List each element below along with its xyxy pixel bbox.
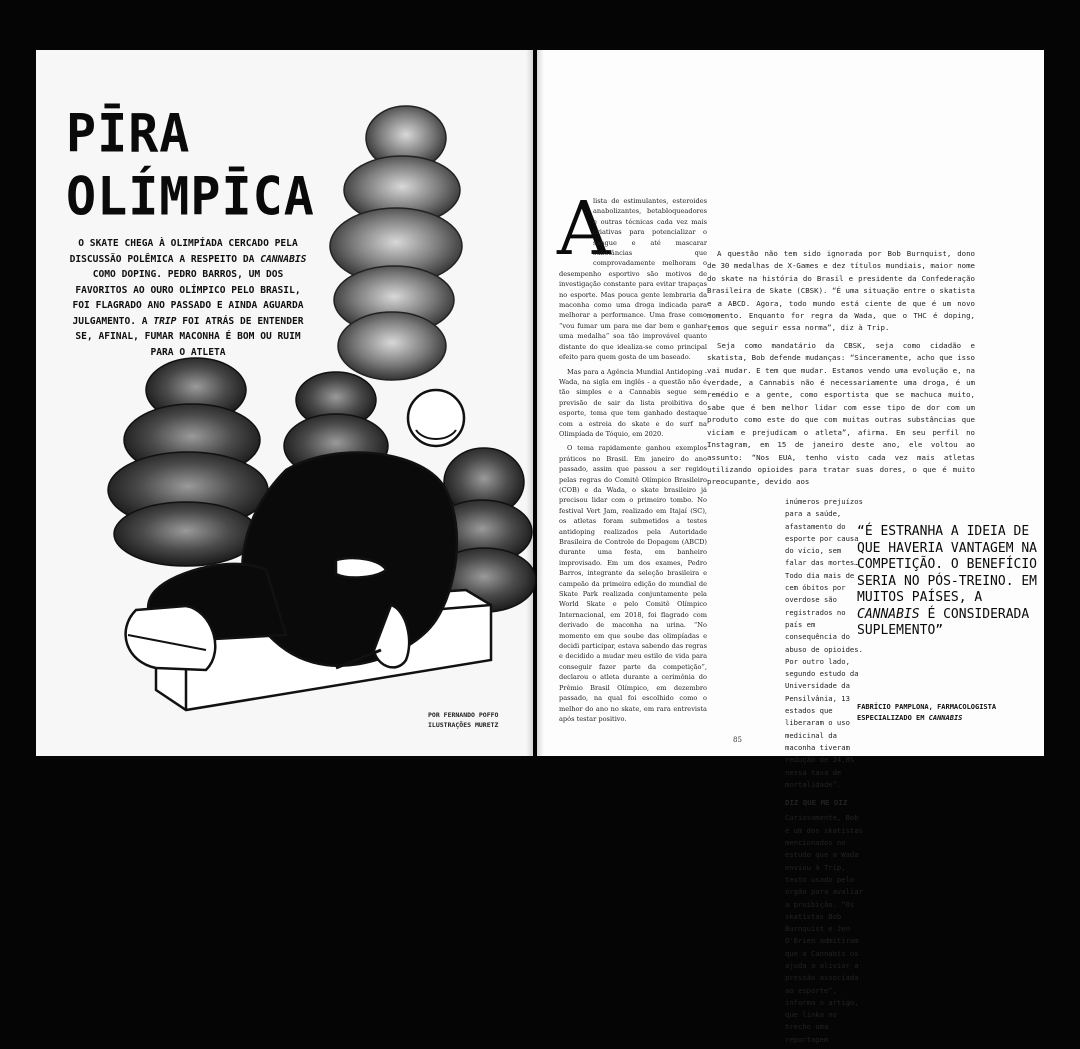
column-1: lista de estimulantes, esteroides anabolizantes, betabloqueadores e outras técnicas cada vez mais criativas para potencializar o sangue e até mascarar substâncias que comprovadamente melhoram o desempenho esportivo são motivos de investigação constante para evitar trapaças no esporte. Mas pouca gente lembraria da maconha como uma droga indicada para melhorar a performance. Uma frase como “vou fumar um para me dar bem e ganhar uma medalha” soa tão improvável quanto distante do que idealiza-se como principal efeito para quem gosta de um baseado. Mas para a Agência Mundial Antidoping - Wada, na sigla em inglês - a questão não é tão simples e a Cannabis segue sem previsão de sair da lista proibitiva do esporte, tema que tem ganhado destaque com a estreia do skate e do surf na Olimpíada de Tóquio, em 2020. O tema rapidamente ganhou exemplos práticos no Brasil. Em janeiro do ano passado, assim que passou a ser regido pelas regras do Comitê Olímpico Brasileiro (COB) e da Wada, o skate brasileiro já precisou lidar com o primeiro tombo. No festival Vert Jam, realizado em Itajaí (SC), os atletas foram submetidos a testes antidoping realizados pela Autoridade Brasileira de Controle de Dopagem (ABCD) durante uma festa, em banheiro improvisado. Em um dos exames, Pedro Barros, integrante da seleção brasileira e campeão da primeira edição do mundial de Skate Park realizada conjuntamente pela World Skate e pelo Comitê Olímpico Internacional, em 2018, foi flagrado com derivado de maconha na urina. “No momento em que soube das olimpíadas e decidi participar, estava sabendo das regras e decidido a mudar meu estilo de vida para conseguir fazer parte da competição”, declarou o atleta durante a cerimônia do Prêmio Brasil Olímpico, em dezembro passado, na qual foi escolhido como o melhor do ano no skate, em rara entrevista após testar positivo. bbox=[559, 197, 707, 723]
article-deck: O SKATE CHEGA À OLIMPÍADA CERCADO PELA DISCUSSÃO POLÊMICA A RESPEITO DA CANNABIS COMO DOPING. PEDRO BARROS, UM DOS FAVORITOS AO OURO OLÍMPICO PELO BRASIL, FOI FLAGRADO ANO PASSADO E AINDA AGUARDA JULGAMENTO. A TRIP FOI ATRÁS DE ENTENDER SE, AFINAL, FUMAR MACONHA É BOM OU RUIM PARA O ATLETA bbox=[69, 238, 307, 358]
article-title: PĪRA OLÍMPĪCA bbox=[66, 103, 315, 227]
byline: POR FERNANDO POFFO ILUSTRAÇÕES MURETZ bbox=[428, 711, 499, 729]
column-2-lower: inúmeros prejuízos para a saúde, afastamento do esporte por causa do vício, sem falar das mortes… Todo dia mais de cem óbitos por overdose são registrados no país em consequência do abuso de opioides. Por outro lado, segundo estudo da Universidade da Pensilvânia, 13 estados que liberaram o uso medicinal da maconha tiveram redução de 24,8% nessa taxa de mortalidade”. DIZ QUE ME DIZ Curiosamente, Bob é um dos skatistas mencionados no estudo que a Wada enviou à Trip, texto usado pelo órgão para avaliar a proibição. “Os skatistas Bob Burnquist e Jen O'Brien admitiram que a Cannabis os ajuda a aliviar a pressão associada ao esporte”, informa o artigo, que linka no trecho uma reportagem bbox=[785, 496, 865, 1049]
drop-cap: A bbox=[557, 186, 611, 272]
right-page bbox=[537, 50, 1044, 1044]
left-page bbox=[36, 50, 533, 756]
pull-quote-attribution: FABRÍCIO PAMPLONA, FARMACOLOGISTA ESPECIALIZADO EM CANNABIS bbox=[857, 703, 997, 722]
tree-left bbox=[108, 358, 268, 566]
pull-quote: “É ESTRANHA A IDEIA DE QUE HAVERIA VANTAGEM NA COMPETIÇÃO. O BENEFÍCIO SERIA NO PÓS-TREINO. EM MUITOS PAÍSES, A CANNABIS É CONSIDERADA SUPLEMENTO” bbox=[857, 524, 1038, 638]
smoke-column bbox=[330, 106, 462, 380]
column-2: A questão não tem sido ignorada por Bob Burnquist, dono de 30 medalhas de X-Games e dez títulos mundiais, maior nome do skate na história do Brasil e presidente da Confederação Brasileira de Skate (CBSK). “É uma situação entre o skatista e a ABCD. Agora, todo mundo está ciente de que é um novo momento. Enquanto for regra da Wada, que o THC é doping, temos que seguir essa norma”, diz à Trip. Seja como mandatário da CBSK, seja como cidadão e skatista, Bob defende mudanças: “Sinceramente, acho que isso vai mudar. E tem que mudar. Estamos vendo uma evolução e, na verdade, a Cannabis não é necessariamente uma droga, é um remédio e a gente, como esportista que se machuca muito, sabe que é bem melhor lidar com esse tipo de dor com um produto como este do que com muitas outras substâncias que viciam e prejudicam o atleta”, afirma. Em seu perfil no Instagram, em 15 de janeiro deste ano, ele voltou ao assunto: “Nos EUA, tenho visto cada vez mais atletas utilizando opioides para tratar suas dores, o que é muito preocupante, devido aos bbox=[707, 249, 975, 487]
page-number: 85 bbox=[733, 736, 742, 744]
subhead: DIZ QUE ME DIZ bbox=[785, 798, 848, 808]
